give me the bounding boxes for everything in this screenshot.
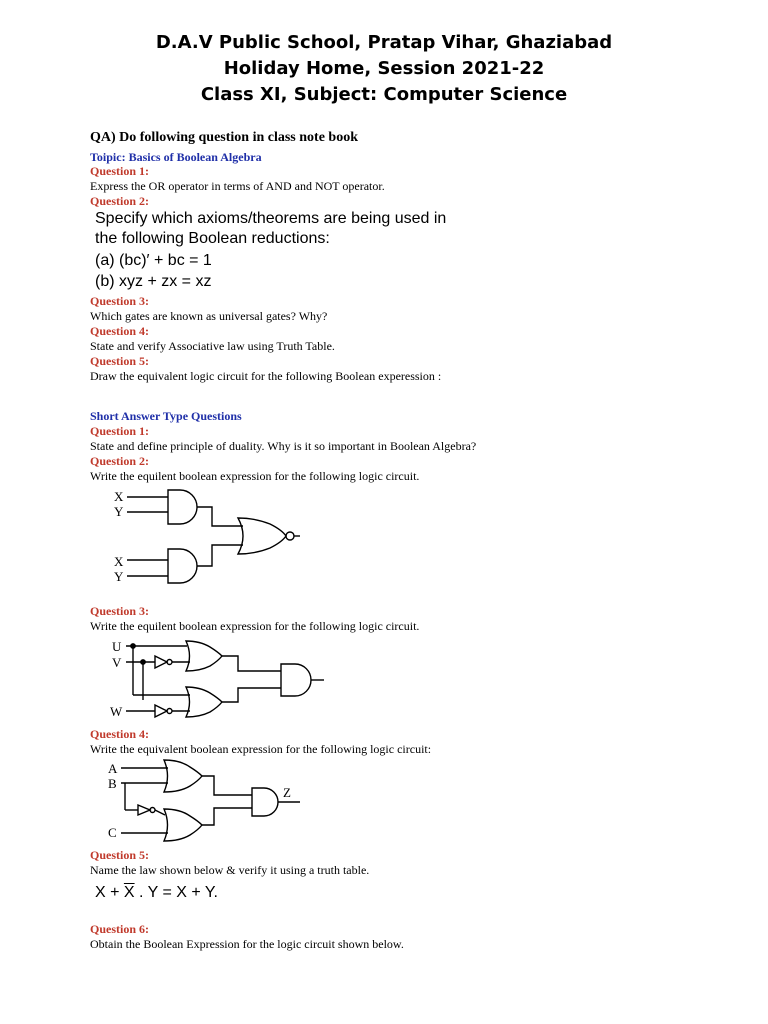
section-a-title: QA) Do following question in class note book — [90, 130, 358, 145]
qa-question-2-line-b: (b) xyz + zx = xz — [95, 273, 212, 290]
qa-question-2-line-a: (a) (bc)′ + bc = 1 — [95, 252, 212, 269]
q4-input-a: A — [108, 761, 118, 776]
sa-question-3-text: Write the equilent boolean expression for the following logic circuit. — [90, 619, 420, 633]
sa-question-4-text: Write the equivalent boolean expression for the following logic circuit: — [90, 742, 432, 756]
qa-question-2-line-1: Specify which axioms/theorems are being used in — [95, 210, 447, 227]
q3-input-u: U — [112, 639, 122, 654]
q2-input-y1: Y — [114, 504, 124, 519]
sa-question-5-text: Name the law shown below & verify it using a truth table. — [90, 863, 370, 877]
q2-input-x2: X — [114, 554, 124, 569]
eq-part-1: X + — [95, 884, 124, 901]
sa-question-1-text: State and define principle of duality. Why is it so important in Boolean Algebra? — [90, 439, 477, 453]
sa-question-3-label: Question 3: — [90, 604, 150, 618]
or-gate-bottom — [164, 809, 202, 841]
q2-input-x1: X — [114, 489, 124, 504]
qa-question-2-line-2: the following Boolean reductions: — [95, 230, 330, 247]
q2-input-y2: Y — [114, 569, 124, 584]
and-gate-q4 — [252, 788, 278, 816]
sa-question-2-text: Write the equilent boolean expression for the following logic circuit. — [90, 469, 420, 483]
or-gate-top — [164, 760, 202, 792]
topic-label: Toipic: Basics of Boolean Algebra — [90, 150, 262, 164]
eq-part-x-bar: $\overline{X}$ — [123, 884, 135, 901]
qa-question-5-label: Question 5: — [90, 354, 150, 368]
q4-input-c: C — [108, 825, 117, 840]
law-equation — [95, 884, 218, 902]
qa-question-4-label: Question 4: — [90, 324, 150, 338]
sa-question-4-label: Question 4: — [90, 727, 150, 741]
short-answer-title: Short Answer Type Questions — [90, 409, 242, 423]
q3-input-w: W — [110, 704, 123, 719]
q4-input-b: B — [108, 776, 117, 791]
school-name: D.A.V Public School, Pratap Vihar, Ghaziabad — [155, 32, 613, 53]
q4-output-z: Z — [283, 785, 291, 800]
qa-question-4-text: State and verify Associative law using Truth Table. — [90, 339, 335, 353]
qa-question-3-label: Question 3: — [90, 294, 150, 308]
sa-question-5-label: Question 5: — [90, 848, 150, 862]
sa-question-6-text: Obtain the Boolean Expression for the logic circuit shown below. — [90, 937, 404, 951]
sa-question-2-label: Question 2: — [90, 454, 150, 468]
qa-question-3-text: Which gates are known as universal gates? Why? — [90, 309, 328, 323]
q3-input-v: V — [112, 655, 122, 670]
qa-question-1-text: Express the OR operator in terms of AND and NOT operator. — [90, 179, 385, 193]
qa-question-2-label: Question 2: — [90, 194, 150, 208]
sa-question-6-label: Question 6: — [90, 922, 150, 936]
sa-question-1-label: Question 1: — [90, 424, 150, 438]
session-title: Holiday Home, Session 2021-22 — [223, 58, 545, 79]
class-subject: Class XI, Subject: Computer Science — [200, 84, 568, 105]
eq-part-2: . Y = X + Y. — [134, 884, 218, 901]
qa-question-5-text: Draw the equivalent logic circuit for the following Boolean experession : — [90, 369, 442, 383]
qa-question-1-label: Question 1: — [90, 164, 150, 178]
not-gate-b — [138, 805, 150, 815]
